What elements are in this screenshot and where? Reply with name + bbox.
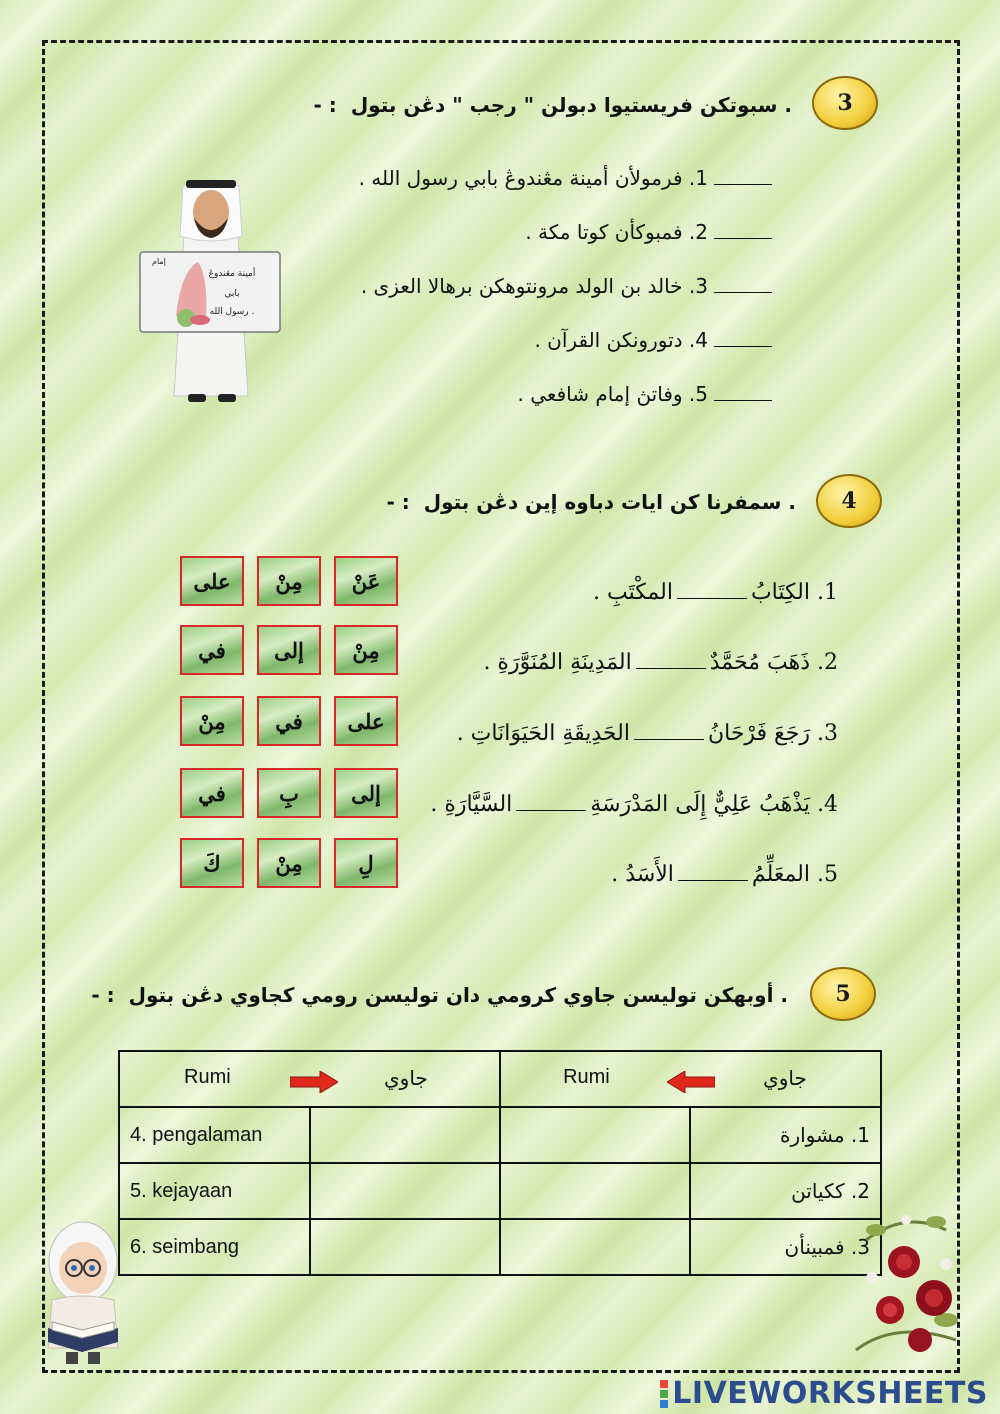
choice-chip[interactable]: مِنْ (257, 838, 321, 888)
table-row (119, 1107, 881, 1163)
sign-pen-label: إمام (152, 257, 166, 266)
table-header-row (119, 1051, 881, 1107)
q3-item (534, 328, 772, 352)
q4-item (457, 721, 838, 746)
choice-chip[interactable]: بِ (257, 768, 321, 818)
header-rumi-label: Rumi (563, 1066, 610, 1088)
question-5-badge (810, 967, 876, 1021)
choice-chip[interactable]: في (180, 625, 244, 675)
heading-text: . سمفرنا كن ايات دباوه إين دڠن بتول (423, 490, 796, 514)
rumi-answer-cell[interactable] (500, 1163, 690, 1219)
roses-decoration (846, 1200, 966, 1370)
q3-item (359, 166, 772, 190)
header-jawi-label: جاوي (384, 1066, 428, 1090)
choice-chip[interactable]: مِنْ (180, 696, 244, 746)
answer-blank[interactable] (678, 880, 748, 881)
man-holding-sign-illustration (136, 176, 286, 412)
choice-chip[interactable]: عَنْ (334, 556, 398, 606)
answer-blank[interactable] (516, 810, 586, 811)
sign-line: بابي (224, 289, 240, 299)
item-part-a: ذَهَبَ مُحَمَّدٌ (709, 650, 810, 675)
q4-item (430, 792, 838, 817)
item-part-b: الأَسَدُ . (611, 862, 674, 887)
jawi-answer-cell[interactable] (310, 1219, 500, 1275)
answer-blank[interactable] (714, 346, 772, 347)
item-number: 2. (817, 650, 838, 675)
answer-blank[interactable] (636, 668, 706, 669)
logo-mark-icon (660, 1379, 668, 1409)
table-row (119, 1163, 881, 1219)
jawi-word-cell: 3. فمبينأن (690, 1219, 881, 1275)
item-number: 1. (817, 580, 838, 605)
choice-chip[interactable]: إلى (334, 768, 398, 818)
heading-colon: : - (386, 490, 410, 514)
item-part-b: السَّيَّارَةِ . (430, 792, 513, 817)
choice-chip[interactable]: على (180, 556, 244, 606)
jawi-answer-cell[interactable] (310, 1107, 500, 1163)
answer-blank[interactable] (677, 598, 747, 599)
choice-chip[interactable]: مِنْ (257, 556, 321, 606)
answer-blank[interactable] (714, 238, 772, 239)
question-3-heading (314, 93, 792, 117)
left-header (119, 1051, 500, 1107)
question-number: 5 (835, 981, 851, 1007)
item-part-b: الحَدِيقَةِ الحَيَوَانَاتِ . (456, 721, 630, 746)
rumi-answer-cell[interactable] (500, 1107, 690, 1163)
item-text: 1. فرمولأن أمينة مڠندوڠ بابي رسول الله . (358, 166, 708, 190)
rumi-word-cell: 5. kejayaan (119, 1163, 310, 1219)
right-header (500, 1051, 881, 1107)
jawi-word-cell: 2. ككياتن (690, 1163, 881, 1219)
choice-chip[interactable]: في (180, 768, 244, 818)
header-jawi-label: جاوي (763, 1066, 807, 1090)
item-part-a: المعَلِّمُ (751, 862, 810, 887)
item-part-b: المَدِينَةِ المُنَوَّرَةِ . (483, 650, 632, 675)
item-text: 3. خالد بن الولد مرونتوهكن برهالا العزى . (360, 274, 708, 298)
heading-colon: : - (313, 93, 337, 117)
sign-line: رسول الله . (209, 307, 255, 317)
heading-text: . سبوتكن فريستيوا دبولن " رجب " دڠن بتول (350, 93, 792, 117)
liveworksheets-logo[interactable] (660, 1376, 988, 1411)
question-5-heading (91, 983, 788, 1007)
choice-chip[interactable]: على (334, 696, 398, 746)
arrow-left-icon (667, 1071, 715, 1093)
table-row (119, 1219, 881, 1275)
item-part-b: المكْتَبِ . (593, 580, 673, 605)
item-part-a: رَجَعَ فَرْحَانُ (707, 721, 810, 746)
rumi-word-cell: 6. seimbang (119, 1219, 310, 1275)
heading-text: . أوبهكن توليسن جاوي كرومي دان توليسن رومي كجاوي دڠن بتول (128, 983, 788, 1007)
q4-item (611, 862, 838, 887)
logo-text: LIVEWORKSHEETS (672, 1376, 988, 1411)
arrow-right-icon (290, 1071, 338, 1093)
conversion-table (118, 1050, 882, 1276)
girl-reading-illustration (42, 1218, 124, 1368)
q3-item (518, 382, 772, 406)
question-3-badge (812, 76, 878, 130)
rumi-answer-cell[interactable] (500, 1219, 690, 1275)
q3-item (361, 274, 772, 298)
question-number: 4 (841, 488, 857, 514)
q4-item (593, 580, 838, 605)
item-text: 2. فمبوكأن كوتا مكة . (525, 220, 708, 244)
question-4-badge (816, 474, 882, 528)
choice-chip[interactable]: كَ (180, 838, 244, 888)
choice-chip[interactable]: لِ (334, 838, 398, 888)
question-4-heading (386, 490, 796, 514)
answer-blank[interactable] (714, 292, 772, 293)
item-number: 5. (817, 862, 838, 887)
jawi-answer-cell[interactable] (310, 1163, 500, 1219)
choice-chip[interactable]: إلى (257, 625, 321, 675)
question-number: 3 (837, 90, 853, 116)
sign-line: أمينة مڠندوڠ (208, 269, 256, 279)
choice-chip[interactable]: في (257, 696, 321, 746)
rumi-word-cell: 4. pengalaman (119, 1107, 310, 1163)
item-text: 5. وفاتڽ إمام شافعي . (517, 382, 708, 406)
answer-blank[interactable] (714, 400, 772, 401)
jawi-word-cell: 1. مشوارة (690, 1107, 881, 1163)
q3-item (525, 220, 772, 244)
item-part-a: الكِتَابُ (750, 580, 810, 605)
header-rumi-label: Rumi (184, 1066, 231, 1088)
heading-colon: : - (91, 983, 115, 1007)
item-text: 4. دتورونكن القرآن . (534, 328, 708, 352)
answer-blank[interactable] (714, 184, 772, 185)
item-number: 4. (817, 792, 838, 817)
item-part-a: يَذْهَبُ عَلِيٌّ إِلَى المَدْرَسَةِ (590, 792, 810, 817)
answer-blank[interactable] (634, 739, 704, 740)
q4-item (483, 650, 838, 675)
item-number: 3. (817, 721, 838, 746)
choice-chip[interactable]: مِنْ (334, 625, 398, 675)
